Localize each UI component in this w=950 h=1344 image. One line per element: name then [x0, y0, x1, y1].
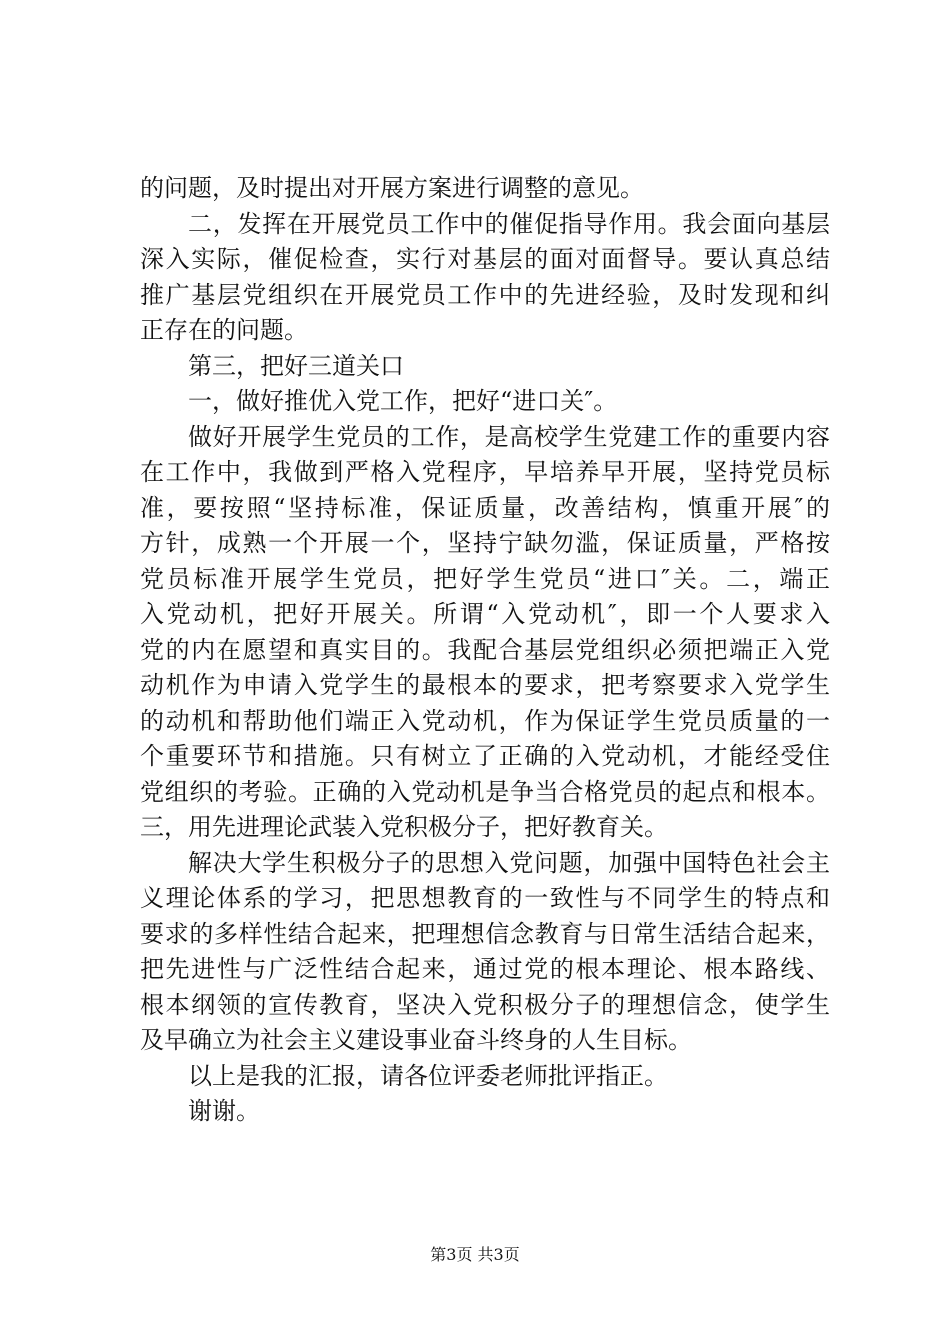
page-number-footer: 第3页 共3页	[430, 1245, 520, 1264]
text-line: 的问题，及时提出对开展方案进行调整的意见。	[140, 174, 644, 202]
text-line: 做好开展学生党员的工作，是高校学生党建工作的重要内容	[188, 422, 830, 451]
text-line: 谢谢。	[188, 1097, 260, 1125]
text-line: 在工作中，我做到严格入党程序，早培养早开展，坚持党员标	[140, 458, 830, 486]
subsection-heading: 一，做好推优入党工作，把好“进口关″。	[188, 387, 618, 415]
text-line: 以上是我的汇报，请各位评委老师批评指正。	[188, 1061, 668, 1090]
text-line: 解决大学生积极分子的思想入党问题，加强中国特色社会主	[188, 848, 830, 877]
text-line: 要求的多样性结合起来，把理想信念教育与日常生活结合起来，	[140, 919, 830, 948]
text-line: 根本纲领的宣传教育，坚决入党积极分子的理想信念，使学生	[140, 990, 830, 1019]
text-line: 正存在的问题。	[140, 316, 308, 344]
document-body	[140, 171, 830, 1130]
text-line: 党员标准开展学生党员，把好学生党员“进口″关。二，端正	[140, 564, 830, 593]
text-line: 入党动机，把好开展关。所谓“入党动机″，即一个人要求入	[140, 600, 830, 628]
section-heading: 第三，把好三道关口	[188, 351, 404, 380]
text-line: 二，发挥在开展党员工作中的催促指导作用。我会面向基层	[188, 209, 830, 238]
text-line: 及早确立为社会主义建设事业奋斗终身的人生目标。	[140, 1026, 692, 1054]
text-line: 义理论体系的学习，把思想教育的一致性与不同学生的特点和	[140, 884, 830, 912]
text-line: 党的内在愿望和真实目的。我配合基层党组织必须把端正入党	[140, 635, 830, 664]
text-line: 个重要环节和措施。只有树立了正确的入党动机，才能经受住	[140, 742, 830, 770]
text-line: 三，用先进理论武装入党积极分子，把好教育关。	[140, 813, 668, 841]
text-line: 深入实际，催促检查，实行对基层的面对面督导。要认真总结	[140, 245, 830, 273]
text-line: 党组织的考验。正确的入党动机是争当合格党员的起点和根本。	[140, 777, 830, 806]
text-line: 方针，成熟一个开展一个，坚持宁缺勿滥，保证质量，严格按	[140, 529, 830, 557]
text-line: 的动机和帮助他们端正入党动机，作为保证学生党员质量的一	[140, 706, 830, 735]
text-line: 动机作为申请入党学生的最根本的要求，把考察要求入党学生	[140, 671, 830, 699]
text-line: 把先进性与广泛性结合起来，通过党的根本理论、根本路线、	[140, 955, 830, 983]
text-line: 推广基层党组织在开展党员工作中的先进经验，及时发现和纠	[140, 280, 830, 309]
text-line: 准，要按照“坚持标准，保证质量，改善结构，慎重开展″的	[140, 493, 830, 522]
